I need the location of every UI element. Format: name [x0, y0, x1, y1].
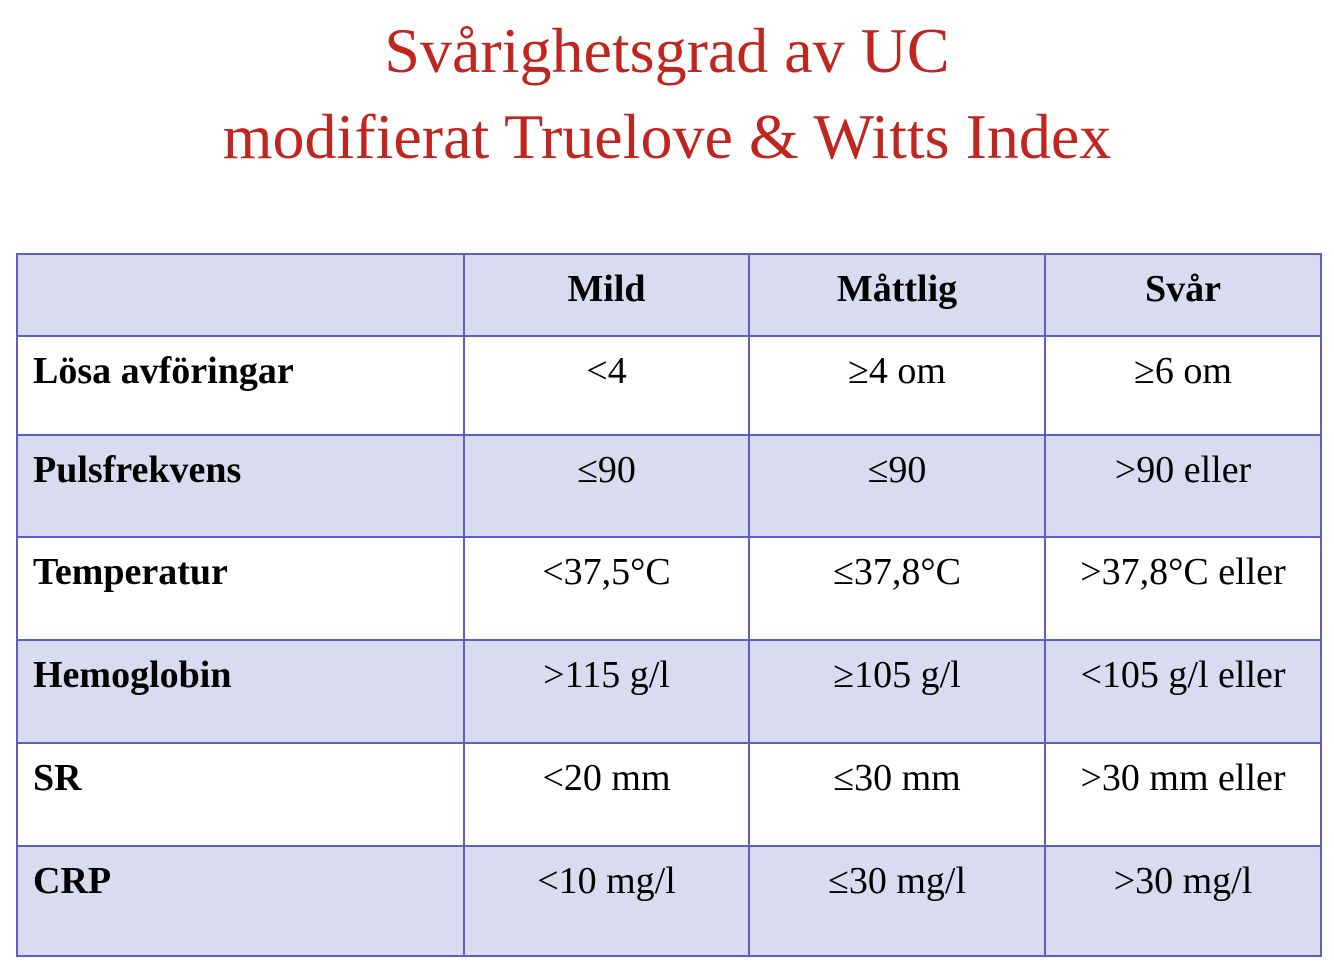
- cell-mattlig: ≤90: [749, 435, 1045, 537]
- cell-mild: <20 mm: [464, 743, 749, 846]
- cell-svar: >37,8°C eller: [1045, 537, 1321, 640]
- cell-mattlig: ≥4 om: [749, 336, 1045, 435]
- table-header-row: [17, 254, 1321, 336]
- cell-mattlig: ≥105 g/l: [749, 640, 1045, 743]
- table-row: [17, 743, 1321, 846]
- row-label: Temperatur: [17, 537, 464, 640]
- table-row: [17, 336, 1321, 435]
- header-cell-mild: Mild: [464, 254, 749, 336]
- row-label: Lösa avföringar: [17, 336, 464, 435]
- row-label: CRP: [17, 846, 464, 956]
- row-label: Hemoglobin: [17, 640, 464, 743]
- cell-mild: ≤90: [464, 435, 749, 537]
- cell-svar: <105 g/l eller: [1045, 640, 1321, 743]
- title-line-1: Svårighetsgrad av UC: [384, 15, 950, 86]
- severity-table: [16, 253, 1322, 957]
- slide-title: [0, 8, 1334, 180]
- cell-svar: ≥6 om: [1045, 336, 1321, 435]
- row-label: SR: [17, 743, 464, 846]
- cell-mattlig: ≤30 mg/l: [749, 846, 1045, 956]
- title-line-2: modifierat Truelove & Witts Index: [222, 101, 1112, 172]
- table-row: [17, 537, 1321, 640]
- header-cell-svar: Svår: [1045, 254, 1321, 336]
- cell-svar: >30 mg/l: [1045, 846, 1321, 956]
- table-row: [17, 846, 1321, 956]
- cell-mild: <4: [464, 336, 749, 435]
- table-row: [17, 435, 1321, 537]
- header-cell-mattlig: Måttlig: [749, 254, 1045, 336]
- header-cell-empty: [17, 254, 464, 336]
- cell-mild: <10 mg/l: [464, 846, 749, 956]
- cell-mattlig: ≤37,8°C: [749, 537, 1045, 640]
- cell-svar: >30 mm eller: [1045, 743, 1321, 846]
- cell-svar: >90 eller: [1045, 435, 1321, 537]
- cell-mild: >115 g/l: [464, 640, 749, 743]
- table-row: [17, 640, 1321, 743]
- cell-mild: <37,5°C: [464, 537, 749, 640]
- cell-mattlig: ≤30 mm: [749, 743, 1045, 846]
- row-label: Pulsfrekvens: [17, 435, 464, 537]
